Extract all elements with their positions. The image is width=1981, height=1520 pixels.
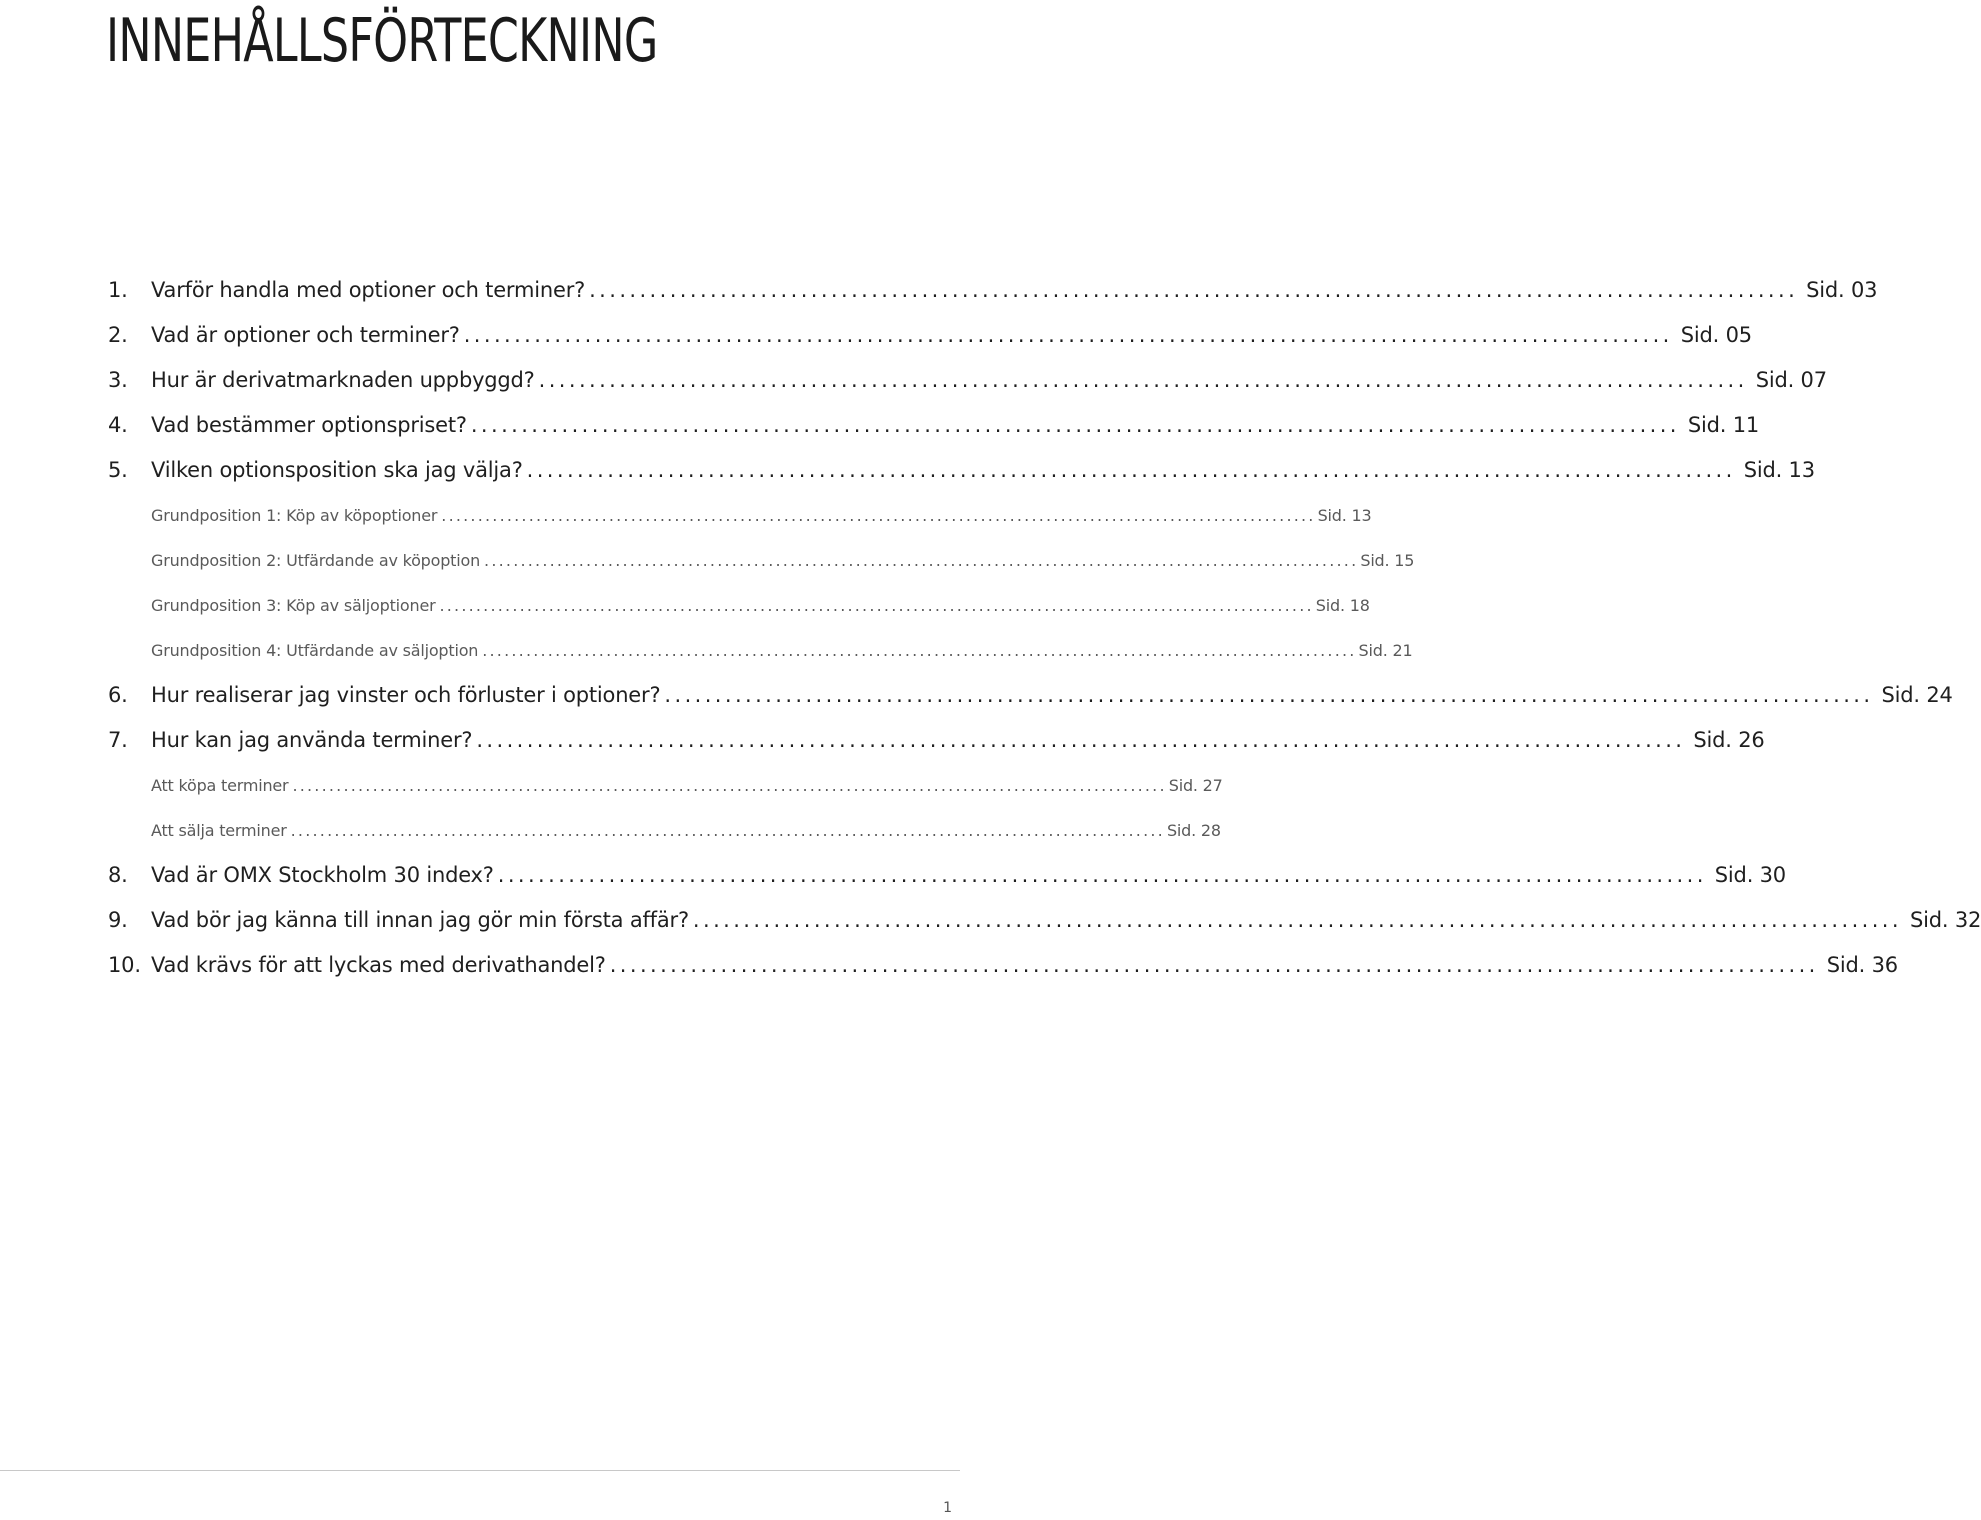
toc-dot-leader: ........................................................................................................................ — [441, 506, 1316, 525]
toc-dot-leader: ........................................................................................................................ — [589, 278, 1799, 302]
toc-entry-title: Hur realiserar jag vinster och förluster i optioner? — [151, 683, 661, 707]
toc-subentry[interactable] — [108, 493, 1372, 538]
footer-divider — [0, 1470, 960, 1471]
toc-entry-number: 7. — [108, 728, 128, 752]
toc-page-reference: Sid. 32 — [1909, 908, 1981, 932]
toc-page-reference: Sid. 21 — [1358, 641, 1413, 660]
toc-entry[interactable] — [108, 313, 1752, 358]
toc-entry-number: 2. — [108, 323, 128, 347]
toc-subentry[interactable] — [108, 763, 1223, 808]
toc-dot-leader: ........................................................................................................................ — [484, 551, 1359, 570]
toc-page-reference: Sid. 05 — [1680, 323, 1752, 347]
toc-entry-title: Vad krävs för att lyckas med derivathandel? — [151, 953, 606, 977]
toc-dot-leader: ........................................................................................................................ — [526, 458, 1736, 482]
toc-dot-leader: ........................................................................................................................ — [463, 323, 1673, 347]
toc-entry-title: Hur är derivatmarknaden uppbyggd? — [151, 368, 535, 392]
toc-subentry[interactable] — [108, 538, 1415, 583]
toc-page-reference: Sid. 15 — [1360, 551, 1415, 570]
toc-dot-leader: ........................................................................................................................ — [439, 596, 1314, 615]
toc-page-reference: Sid. 13 — [1743, 458, 1815, 482]
toc-page-reference: Sid. 18 — [1315, 596, 1370, 615]
toc-entry[interactable] — [108, 448, 1815, 493]
toc-entry-title: Grundposition 1: Köp av köpoptioner — [151, 506, 438, 525]
toc-entry-title: Hur kan jag använda terminer? — [151, 728, 473, 752]
toc-subentry[interactable] — [108, 628, 1413, 673]
toc-page-reference: Sid. 11 — [1687, 413, 1760, 437]
toc-page-reference: Sid. 07 — [1755, 368, 1827, 392]
toc-dot-leader: ........................................................................................................................ — [482, 641, 1357, 660]
toc-entry-title: Att köpa terminer — [151, 776, 289, 795]
toc-entry[interactable] — [108, 718, 1765, 763]
toc-entry[interactable] — [108, 358, 1827, 403]
toc-entry[interactable] — [108, 853, 1786, 898]
toc-entry-number: 10. — [108, 953, 141, 977]
toc-entry-title: Grundposition 3: Köp av säljoptioner — [151, 596, 436, 615]
toc-page-reference: Sid. 28 — [1166, 821, 1221, 840]
toc-entry-number: 5. — [108, 458, 128, 482]
toc-page-reference: Sid. 13 — [1317, 506, 1372, 525]
toc-subentry[interactable] — [108, 583, 1370, 628]
toc-entry[interactable] — [108, 898, 1981, 943]
toc-dot-leader: ........................................................................................................................ — [664, 683, 1874, 707]
toc-entry[interactable] — [108, 673, 1953, 718]
toc-entry-title: Vilken optionsposition ska jag välja? — [151, 458, 523, 482]
toc-dot-leader: ........................................................................................................................ — [290, 821, 1165, 840]
toc-page-reference: Sid. 27 — [1168, 776, 1223, 795]
toc-entry-number: 4. — [108, 413, 128, 437]
toc-entry-title: Att sälja terminer — [151, 821, 287, 840]
toc-entry[interactable] — [108, 268, 1878, 313]
page-number: 1 — [943, 1500, 952, 1516]
toc-dot-leader: ........................................................................................................................ — [292, 776, 1167, 795]
table-of-contents — [108, 268, 1981, 988]
toc-dot-leader: ........................................................................................................................ — [692, 908, 1902, 932]
toc-entry-title: Vad bör jag känna till innan jag gör min första affär? — [151, 908, 689, 932]
toc-page-reference: Sid. 30 — [1714, 863, 1786, 887]
toc-page-reference: Sid. 03 — [1806, 278, 1878, 302]
toc-entry[interactable] — [108, 403, 1760, 448]
toc-entry-title: Grundposition 2: Utfärdande av köpoption — [151, 551, 481, 570]
toc-dot-leader: ........................................................................................................................ — [609, 953, 1819, 977]
toc-dot-leader: ........................................................................................................................ — [497, 863, 1707, 887]
toc-entry-title: Vad är optioner och terminer? — [151, 323, 460, 347]
toc-entry-title: Varför handla med optioner och terminer? — [151, 278, 586, 302]
toc-dot-leader: ........................................................................................................................ — [470, 413, 1680, 437]
toc-page-reference: Sid. 36 — [1826, 953, 1898, 977]
toc-entry-number: 9. — [108, 908, 128, 932]
toc-entry[interactable] — [108, 943, 1898, 988]
page-title: INNEHÅLLSFÖRTECKNING — [106, 6, 658, 76]
toc-entry-title: Grundposition 4: Utfärdande av säljoption — [151, 641, 479, 660]
toc-entry-number: 3. — [108, 368, 128, 392]
toc-entry-number: 8. — [108, 863, 128, 887]
toc-subentry[interactable] — [108, 808, 1221, 853]
toc-entry-number: 1. — [108, 278, 128, 302]
toc-page-reference: Sid. 26 — [1693, 728, 1765, 752]
toc-entry-number: 6. — [108, 683, 128, 707]
toc-dot-leader: ........................................................................................................................ — [538, 368, 1748, 392]
toc-dot-leader: ........................................................................................................................ — [476, 728, 1686, 752]
toc-entry-title: Vad är OMX Stockholm 30 index? — [151, 863, 494, 887]
toc-entry-title: Vad bestämmer optionspriset? — [151, 413, 467, 437]
toc-page-reference: Sid. 24 — [1881, 683, 1953, 707]
